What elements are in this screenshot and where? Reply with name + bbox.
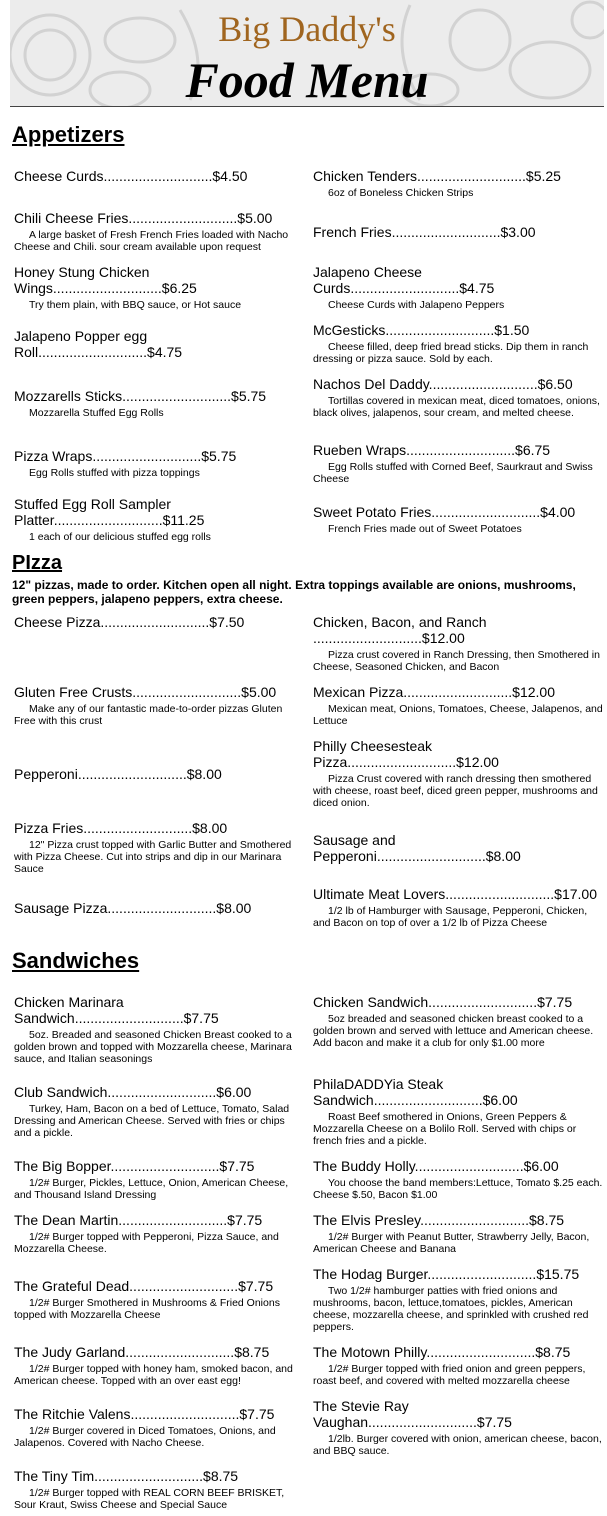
menu-item-name-price: Chicken Tenders............................$5.25 — [313, 168, 561, 184]
menu-item-name-price: Rueben Wraps............................$6.75 — [313, 442, 551, 458]
pizza-note: 12" pizzas, made to order. Kitchen open all night. Extra toppings available are onions, mushrooms, green peppers, jalapeno peppers, extra cheese. — [12, 578, 576, 606]
menu-item-description: 1/2lb. Burger covered with onion, american cheese, bacon, and BBQ sauce. — [313, 1433, 602, 1457]
menu-item-description: Tortillas covered in mexican meat, diced tomatoes, onions, black olives, jalapenos, sour cream, and melted cheese. — [313, 395, 600, 419]
menu-item-name-price: The Motown Philly............................$8.75 — [313, 1344, 571, 1360]
menu-header — [10, 0, 604, 107]
menu-item-description: Turkey, Ham, Bacon on a bed of Lettuce, Tomato, Salad Dressing and American Cheese. Served with fries or chips and a pickle. — [14, 1103, 290, 1139]
menu-item-name-price: Cheese Pizza............................$7.50 — [14, 614, 245, 630]
menu-item-name-price: The Tiny Tim............................$8.75 — [14, 1468, 239, 1484]
menu-item — [14, 168, 304, 187]
menu-item — [14, 1406, 304, 1449]
menu-item-name-price: Sweet Potato Fries............................$4.00 — [313, 504, 576, 520]
menu-item-description: 6oz of Boneless Chicken Strips — [328, 187, 474, 199]
menu-item — [14, 1344, 304, 1387]
menu-item-description: 1/2# Burger topped with fried onion and green peppers, roast beef, and covered with melted mozzarella cheese — [313, 1363, 586, 1387]
menu-item-name-price: The Grateful Dead............................$7.75 — [14, 1278, 274, 1294]
menu-item-name-price: The Stevie Ray Vaughan............................$7.75 — [313, 1398, 512, 1430]
menu-item — [313, 1398, 603, 1457]
menu-item-description: 1/2# Burger topped with honey ham, smoked bacon, and American cheese. Topped with an over east egg! — [14, 1363, 293, 1387]
menu-item-description: 1/2# Burger topped with Pepperoni, Pizza Sauce, and Mozzarella Cheese. — [14, 1231, 279, 1255]
menu-item — [313, 738, 603, 809]
menu-item-description: 12" Pizza crust topped with Garlic Butter and Smothered with Pizza Cheese. Cut into strips and dip in our Marinara Sauce — [14, 839, 292, 875]
menu-item-description: Roast Beef smothered in Onions, Green Peppers & Mozzarella Cheese on a Bolilo Roll. Served with chips or french fries and a pickle. — [313, 1111, 577, 1147]
menu-item-name-price: Chicken, Bacon, and Ranch ............................$12.00 — [313, 614, 487, 646]
menu-item — [14, 820, 304, 875]
menu-item-description: Mexican meat, Onions, Tomatoes, Cheese, Jalapenos, and Lettuce — [313, 703, 603, 727]
menu-item — [14, 448, 304, 479]
menu-item-description: 5oz. Breaded and seasoned Chicken Breast cooked to a golden brown and topped with Mozzarella cheese, Marinara sauce, and Italian seasonings — [14, 1029, 292, 1065]
menu-item-description: 1/2# Burger Smothered in Mushrooms & Fried Onions topped with Mozzarella Cheese — [14, 1297, 280, 1321]
menu-item-description: Cheese Curds with Jalapeno Peppers — [328, 299, 505, 311]
menu-item-description: Make any of our fantastic made-to-order pizzas Gluten Free with this crust — [14, 703, 283, 727]
menu-item-name-price: PhilaDADDYia Steak Sandwich............................$6.00 — [313, 1076, 518, 1108]
page-title: Food Menu — [185, 52, 429, 107]
menu-item — [14, 1158, 304, 1201]
menu-item — [313, 264, 603, 311]
menu-item — [14, 766, 304, 785]
menu-item-description: Two 1/2# hamburger patties with fried onions and mushrooms, bacon, lettuce,tomatoes, pickles, American cheese, mozzarella cheese, and sprinkled with crushed red peppers. — [313, 1285, 589, 1333]
menu-item — [14, 388, 304, 419]
pizza-heading: PIzza — [12, 552, 63, 574]
menu-item-name-price: Chicken Marinara Sandwich............................$7.75 — [14, 994, 219, 1026]
menu-item — [14, 210, 304, 253]
menu-item-description: 5oz breaded and seasoned chicken breast cooked to a golden brown and served with lettuce and American cheese. Add bacon and make it a club for only $1.00 more — [313, 1013, 594, 1049]
menu-item-description: Pizza crust covered in Ranch Dressing, then Smothered in Cheese, Seasoned Chicken, and Bacon — [313, 649, 600, 673]
menu-item — [313, 1212, 603, 1255]
menu-item-name-price: Pepperoni............................$8.00 — [14, 766, 222, 782]
menu-item-name-price: Mexican Pizza............................$12.00 — [313, 684, 555, 700]
menu-item-description: 1/2 lb of Hamburger with Sausage, Pepperoni, Chicken, and Bacon on top of over a 1/2 lb of Pizza Cheese — [313, 905, 588, 929]
menu-item-description: Egg Rolls stuffed with Corned Beef, Saurkraut and Swiss Cheese — [313, 461, 593, 485]
menu-item — [14, 496, 304, 543]
menu-item — [313, 886, 603, 929]
menu-item-name-price: Chicken Sandwich............................$7.75 — [313, 994, 573, 1010]
menu-item-name-price: The Judy Garland............................$8.75 — [14, 1344, 270, 1360]
menu-item-description: 1/2# Burger covered in Diced Tomatoes, Onions, and Jalapenos. Covered with Nacho Cheese. — [14, 1425, 276, 1449]
menu-item-description: You choose the band members:Lettuce, Tomato $.25 each. Cheese $.50, Bacon $1.00 — [313, 1177, 603, 1201]
menu-item — [313, 1076, 603, 1147]
menu-item — [14, 684, 304, 727]
menu-item-name-price: Cheese Curds............................$4.50 — [14, 168, 248, 184]
menu-item — [14, 1212, 304, 1255]
menu-item — [313, 614, 603, 673]
brand-name: Big Daddy's — [218, 9, 396, 49]
menu-item-name-price: Nachos Del Daddy............................$6.50 — [313, 376, 573, 392]
menu-item-description: 1 each of our delicious stuffed egg rolls — [29, 531, 211, 543]
menu-item — [313, 1266, 603, 1333]
appetizers-heading: Appetizers — [12, 122, 125, 147]
menu-item — [313, 1344, 603, 1387]
menu-item-name-price: The Buddy Holly............................$6.00 — [313, 1158, 559, 1174]
menu-item — [14, 1278, 304, 1321]
menu-item-name-price: The Hodag Burger............................$15.75 — [313, 1266, 580, 1282]
menu-item — [313, 322, 603, 365]
menu-item-description: French Fries made out of Sweet Potatoes — [328, 523, 522, 535]
menu-item-name-price: Ultimate Meat Lovers............................$17.00 — [313, 886, 597, 902]
menu-item — [313, 442, 603, 485]
menu-item — [14, 264, 304, 311]
menu-item — [14, 328, 304, 363]
menu-item — [14, 1468, 304, 1511]
menu-item — [14, 994, 304, 1065]
menu-item-name-price: The Ritchie Valens............................$7.75 — [14, 1406, 275, 1422]
menu-item-description: Mozzarella Stuffed Egg Rolls — [29, 407, 164, 419]
menu-item-name-price: Philly Cheesesteak Pizza............................$12.00 — [313, 738, 499, 770]
menu-item-name-price: Stuffed Egg Roll Sampler Platter............................$11.25 — [14, 496, 205, 528]
menu-item-name-price: Pizza Wraps............................$5.75 — [14, 448, 237, 464]
menu-item-name-price: McGesticks............................$1.50 — [313, 322, 530, 338]
menu-item — [313, 994, 603, 1049]
menu-item — [313, 224, 603, 243]
menu-item-name-price: Sausage Pizza............................$8.00 — [14, 900, 252, 916]
menu-item-name-price: Mozzarells Sticks............................$5.75 — [14, 388, 267, 404]
menu-item-description: Egg Rolls stuffed with pizza toppings — [29, 467, 200, 479]
menu-item-name-price: Pizza Fries............................$8.00 — [14, 820, 228, 836]
menu-item — [313, 504, 603, 535]
menu-item-description: A large basket of Fresh French Fries loaded with Nacho Cheese and Chili. sour cream available upon request — [14, 229, 289, 253]
menu-item-name-price: French Fries............................$3.00 — [313, 224, 536, 240]
menu-item — [313, 376, 603, 419]
menu-item — [313, 684, 603, 727]
menu-item-name-price: Jalapeno Cheese Curds............................$4.75 — [313, 264, 495, 296]
sandwiches-heading: Sandwiches — [12, 948, 140, 973]
menu-item-name-price: Gluten Free Crusts............................$5.00 — [14, 684, 277, 700]
menu-item-description: Try them plain, with BBQ sauce, or Hot sauce — [29, 299, 242, 311]
menu-item-description: 1/2# Burger, Pickles, Lettuce, Onion, American Cheese, and Thousand Island Dressing — [14, 1177, 289, 1201]
menu-item — [14, 614, 304, 633]
menu-item-name-price: Jalapeno Popper egg Roll............................$4.75 — [14, 328, 183, 360]
menu-item-description: Cheese filled, deep fried bread sticks. Dip them in ranch dressing or pizza sauce. Sold by each. — [313, 341, 589, 365]
menu-item-name-price: Sausage and Pepperoni............................$8.00 — [313, 832, 521, 864]
menu-item — [14, 900, 304, 919]
menu-item — [313, 832, 603, 867]
menu-item-name-price: Chili Cheese Fries............................$5.00 — [14, 210, 273, 226]
menu-item-name-price: The Big Bopper............................$7.75 — [14, 1158, 255, 1174]
menu-item-description: Pizza Crust covered with ranch dressing then smothered with cheese, roast beef, diced green pepper, mushrooms and diced onion. — [313, 773, 598, 809]
menu-item-name-price: The Elvis Presley............................$8.75 — [313, 1212, 565, 1228]
menu-item-description: 1/2# Burger topped with REAL CORN BEEF BRISKET, Sour Kraut, Swiss Cheese and Special Sauce — [14, 1487, 285, 1511]
menu-item-name-price: Club Sandwich............................$6.00 — [14, 1084, 252, 1100]
menu-item — [313, 1158, 603, 1201]
menu-item — [14, 1084, 304, 1139]
menu-item-name-price: Honey Stung Chicken Wings............................$6.25 — [14, 264, 197, 296]
menu-item-name-price: The Dean Martin............................$7.75 — [14, 1212, 263, 1228]
menu-item-description: 1/2# Burger with Peanut Butter, Strawberry Jelly, Bacon, American Cheese and Banana — [313, 1231, 590, 1255]
menu-item — [313, 168, 603, 199]
